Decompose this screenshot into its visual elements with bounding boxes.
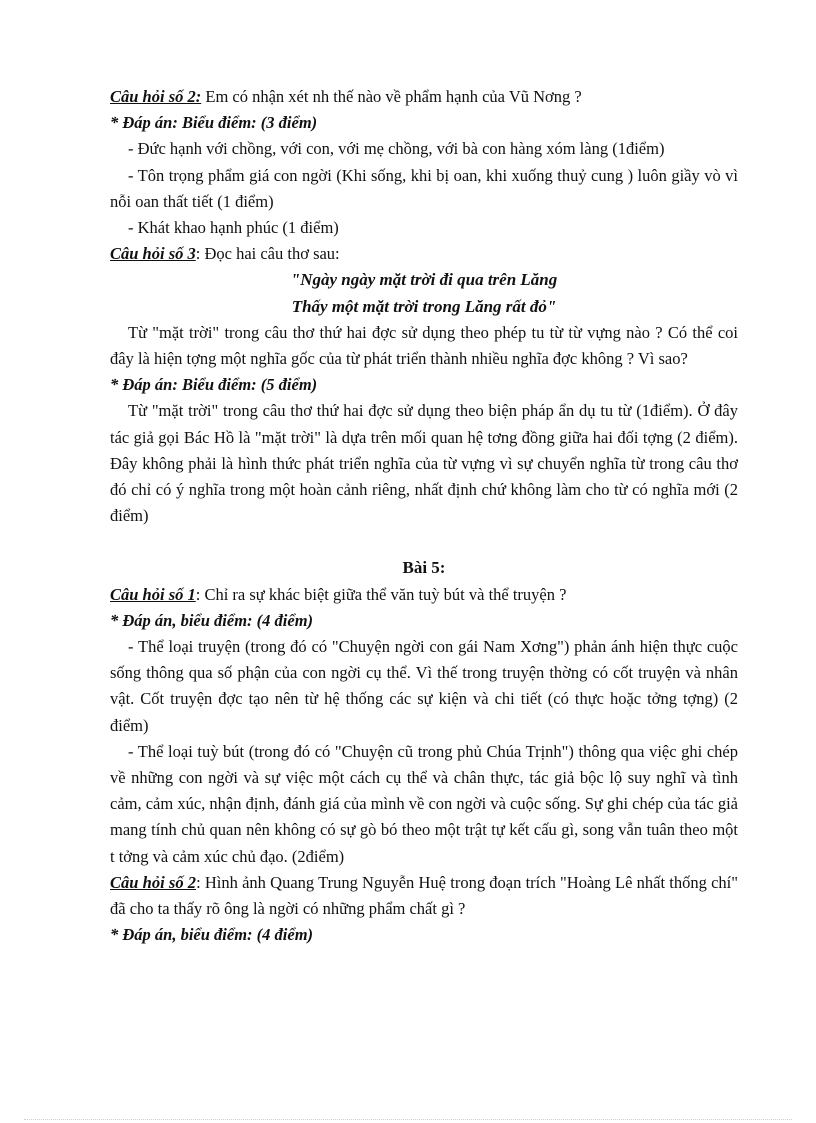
section-spacer — [110, 529, 738, 555]
poem-line: Thấy một mặt trời trong Lăng rất đỏ" — [291, 296, 557, 316]
answer-line: - Đức hạnh với chồng, với con, với mẹ chồng, với bà con hàng xóm làng (1điểm) — [128, 139, 665, 159]
question-3 — [110, 241, 738, 267]
b5-question-2 — [110, 870, 738, 922]
answer-line: - Thể loại tuỳ bút (trong đó có "Chuyện cũ trong phủ Chúa Trịnh") thông qua việc ghi chép về những con ngời và sự việc một cách cụ thể và chân thực, tác giả bộc lộ suy nghĩ và tình cảm, cảm xúc, nhận định, đánh giá của mình về con ngời và cuộc sống. Sự ghi chép của tác giả mang tính chủ quan nên không có sự gò bó theo một trật tự kết cấu gì, song vẫn tuân theo một t tởng và cảm xúc chủ đạo. (2điểm) — [110, 741, 738, 866]
page-footer-divider — [24, 1119, 792, 1120]
answer-heading: * Đáp án, biểu điểm: (4 điểm) — [110, 925, 314, 945]
answer-heading: * Đáp án: Biểu điểm: (3 điểm) — [110, 113, 318, 133]
answer-heading: * Đáp án, biểu điểm: (4 điểm) — [110, 610, 314, 630]
answer-heading: * Đáp án: Biểu điểm: (5 điểm) — [110, 375, 318, 395]
question-label: Câu hỏi số 2 — [110, 872, 197, 892]
answer-line: - Khát khao hạnh phúc (1 điểm) — [128, 218, 339, 238]
answer-line: - Tôn trọng phẩm giá con ngời (Khi sống, khi bị oan, khi xuống thuỷ cung ) luôn giầy vò vì nỗi oan thất tiết (1 điểm) — [110, 165, 738, 211]
question-body: Từ "mặt trời" trong câu thơ thứ hai đợc sử dụng theo phép tu từ từ vựng nào ? Có thể coi đây là hiện tợng một nghĩa gốc của từ phát triển thành nhiều nghĩa đợc không ? Vì sao? — [110, 322, 738, 369]
answer-line: - Thể loại truyện (trong đó có "Chuyện ngời con gái Nam Xơng") phản ánh hiện thực cuộc sống thông qua số phận của con ngời cụ thể. Vì thế trong truyện thờng có cốt truyện và nhân vật. Cốt truyện đợc tạo nên từ hệ thống các sự kiện và chi tiết (có thực hoặc tởng tợng) (2 điểm) — [110, 637, 738, 735]
poem-line: "Ngày ngày mặt trời đi qua trên Lăng — [290, 270, 558, 290]
section-title: Bài 5: — [402, 558, 446, 578]
question-2 — [110, 84, 738, 110]
document-page — [110, 84, 738, 949]
question-label: Câu hỏi số 2: — [110, 87, 202, 106]
question-text: : Đọc hai câu thơ sau: — [195, 244, 340, 264]
question-text: : Hình ảnh Quang Trung Nguyễn Huệ trong đoạn trích "Hoàng Lê nhất thống chí" đã cho ta thấy rõ ông là ngời có những phẩm chất gì ? — [110, 872, 738, 919]
question-label: Câu hỏi số 3 — [110, 244, 196, 264]
answer-paragraph: Từ "mặt trời" trong câu thơ thứ hai đợc sử dụng theo biện pháp ẩn dụ tu từ (1điểm). Ở đây tác giả gọi Bác Hồ là "mặt trời" là dựa trên mối quan hệ tơng đồng giữa hai đối tợng (2 điểm). Đây không phải là hình thức phát triển nghĩa của từ vựng vì sự chuyển nghĩa từ trong câu thơ đó chỉ có ý nghĩa trong một hoàn cảnh riêng, nhất định chứ không làm cho từ có nghĩa mới (2 điểm) — [110, 401, 738, 526]
question-text: : Chỉ ra sự khác biệt giữa thể văn tuỳ bút và thể truyện ? — [195, 584, 567, 604]
question-label: Câu hỏi số 1 — [110, 584, 196, 604]
b5-question-1 — [110, 582, 738, 608]
question-text: Em có nhận xét nh thế nào về phẩm hạnh của Vũ Nơng ? — [201, 87, 582, 106]
